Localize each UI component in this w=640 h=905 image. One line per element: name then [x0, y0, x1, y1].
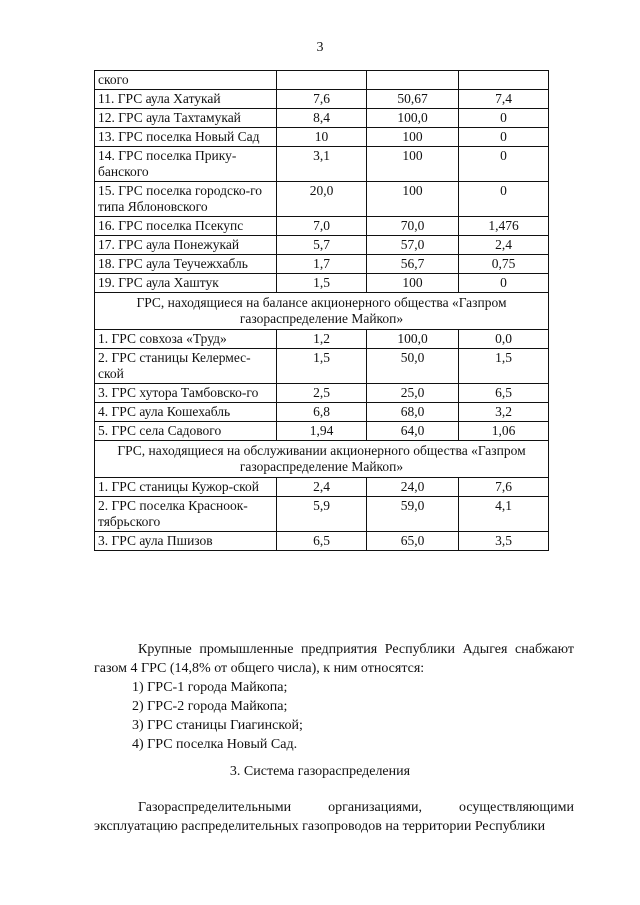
- value-cell: 100,0: [367, 330, 459, 349]
- value-cell: 2,4: [277, 478, 367, 497]
- value-cell: 7,6: [277, 90, 367, 109]
- table-row: [95, 236, 549, 255]
- table-row: [95, 384, 549, 403]
- value-cell: 57,0: [367, 236, 459, 255]
- section-title: ГРС, находящиеся на обслуживании акционерного общества «Газпром газораспределение Майкоп»: [95, 441, 549, 478]
- value-cell: 64,0: [367, 422, 459, 441]
- table-row: [95, 532, 549, 551]
- station-name-cell: 2. ГРС станицы Келермес-ской: [95, 349, 277, 384]
- station-name-cell: 1. ГРС совхоза «Труд»: [95, 330, 277, 349]
- value-cell: 1,5: [459, 349, 549, 384]
- value-cell: 100: [367, 182, 459, 217]
- value-cell: 10: [277, 128, 367, 147]
- value-cell: 6,8: [277, 403, 367, 422]
- station-name-cell: 11. ГРС аула Хатукай: [95, 90, 277, 109]
- value-cell: 1,2: [277, 330, 367, 349]
- value-cell: 5,9: [277, 497, 367, 532]
- table-row: [95, 422, 549, 441]
- page-number: 3: [316, 40, 324, 55]
- gas-stations-table: [94, 70, 549, 551]
- value-cell: 4,1: [459, 497, 549, 532]
- value-cell: 68,0: [367, 403, 459, 422]
- value-cell: 100: [367, 274, 459, 293]
- station-name-cell: 5. ГРС села Садового: [95, 422, 277, 441]
- station-name-cell: 18. ГРС аула Теучежхабль: [95, 255, 277, 274]
- value-cell: 1,7: [277, 255, 367, 274]
- table-row: [95, 330, 549, 349]
- value-cell: 2,4: [459, 236, 549, 255]
- value-cell: 50,67: [367, 90, 459, 109]
- value-cell: 6,5: [277, 532, 367, 551]
- table-body: [95, 71, 549, 551]
- table-row: [95, 182, 549, 217]
- table-row: [95, 349, 549, 384]
- value-cell: 3,2: [459, 403, 549, 422]
- value-cell: 0: [459, 147, 549, 182]
- value-cell: 100,0: [367, 109, 459, 128]
- table-row: [95, 128, 549, 147]
- value-cell: 5,7: [277, 236, 367, 255]
- value-cell: 1,476: [459, 217, 549, 236]
- value-cell: 59,0: [367, 497, 459, 532]
- value-cell: 8,4: [277, 109, 367, 128]
- value-cell: 7,6: [459, 478, 549, 497]
- value-cell: 20,0: [277, 182, 367, 217]
- section-heading: 3. Система газораспределения: [229, 764, 411, 779]
- value-cell: 0,75: [459, 255, 549, 274]
- station-name-cell: 3. ГРС хутора Тамбовско-го: [95, 384, 277, 403]
- station-name-cell: 4. ГРС аула Кошехабль: [95, 403, 277, 422]
- value-cell: [367, 71, 459, 90]
- table-section-row: [95, 441, 549, 478]
- station-name-cell: 14. ГРС поселка Прику-банского: [95, 147, 277, 182]
- value-cell: 100: [367, 128, 459, 147]
- table-section-row: [95, 293, 549, 330]
- value-cell: 3,1: [277, 147, 367, 182]
- value-cell: 7,4: [459, 90, 549, 109]
- text-block: [94, 640, 574, 754]
- value-cell: 1,94: [277, 422, 367, 441]
- station-name-cell: 1. ГРС станицы Кужор-ской: [95, 478, 277, 497]
- list-item: 4) ГРС поселка Новый Сад.: [132, 737, 298, 752]
- list-item: 2) ГРС-2 города Майкопа;: [132, 699, 288, 714]
- value-cell: 0: [459, 109, 549, 128]
- station-name-cell: 19. ГРС аула Хаштук: [95, 274, 277, 293]
- table-row: [95, 71, 549, 90]
- value-cell: 1,5: [277, 274, 367, 293]
- table-row: [95, 255, 549, 274]
- station-name-cell: 17. ГРС аула Понежукай: [95, 236, 277, 255]
- station-name-cell: 15. ГРС поселка городско-го типа Яблоновского: [95, 182, 277, 217]
- body-paragraph: Газораспределительными организациями, осуществляющими эксплуатацию распределительных газопроводов на территории Республики: [94, 800, 574, 834]
- value-cell: [459, 71, 549, 90]
- value-cell: [277, 71, 367, 90]
- value-cell: 1,06: [459, 422, 549, 441]
- station-name-cell: 16. ГРС поселка Псекупс: [95, 217, 277, 236]
- list-item: 3) ГРС станицы Гиагинской;: [132, 718, 303, 733]
- table-row: [95, 90, 549, 109]
- station-name-cell: 13. ГРС поселка Новый Сад: [95, 128, 277, 147]
- station-name-cell: 12. ГРС аула Тахтамукай: [95, 109, 277, 128]
- table-row: [95, 109, 549, 128]
- value-cell: 0: [459, 274, 549, 293]
- station-name-cell: ского: [95, 71, 277, 90]
- station-name-cell: 3. ГРС аула Пшизов: [95, 532, 277, 551]
- value-cell: 70,0: [367, 217, 459, 236]
- value-cell: 25,0: [367, 384, 459, 403]
- value-cell: 6,5: [459, 384, 549, 403]
- value-cell: 7,0: [277, 217, 367, 236]
- value-cell: 50,0: [367, 349, 459, 384]
- station-name-cell: 2. ГРС поселка Красноок-тябрьского: [95, 497, 277, 532]
- value-cell: 0: [459, 182, 549, 217]
- table-row: [95, 478, 549, 497]
- value-cell: 0: [459, 128, 549, 147]
- value-cell: 0,0: [459, 330, 549, 349]
- table-row: [95, 403, 549, 422]
- table-row: [95, 274, 549, 293]
- table-row: [95, 497, 549, 532]
- value-cell: 3,5: [459, 532, 549, 551]
- intro-paragraph: Крупные промышленные предприятия Республики Адыгея снабжают газом 4 ГРС (14,8% от общего числа), к ним относятся:: [94, 642, 574, 676]
- list-item: 1) ГРС-1 города Майкопа;: [132, 680, 288, 695]
- value-cell: 2,5: [277, 384, 367, 403]
- value-cell: 65,0: [367, 532, 459, 551]
- table-row: [95, 147, 549, 182]
- section-title: ГРС, находящиеся на балансе акционерного общества «Газпром газораспределение Майкоп»: [95, 293, 549, 330]
- value-cell: 24,0: [367, 478, 459, 497]
- table-row: [95, 217, 549, 236]
- value-cell: 1,5: [277, 349, 367, 384]
- value-cell: 100: [367, 147, 459, 182]
- value-cell: 56,7: [367, 255, 459, 274]
